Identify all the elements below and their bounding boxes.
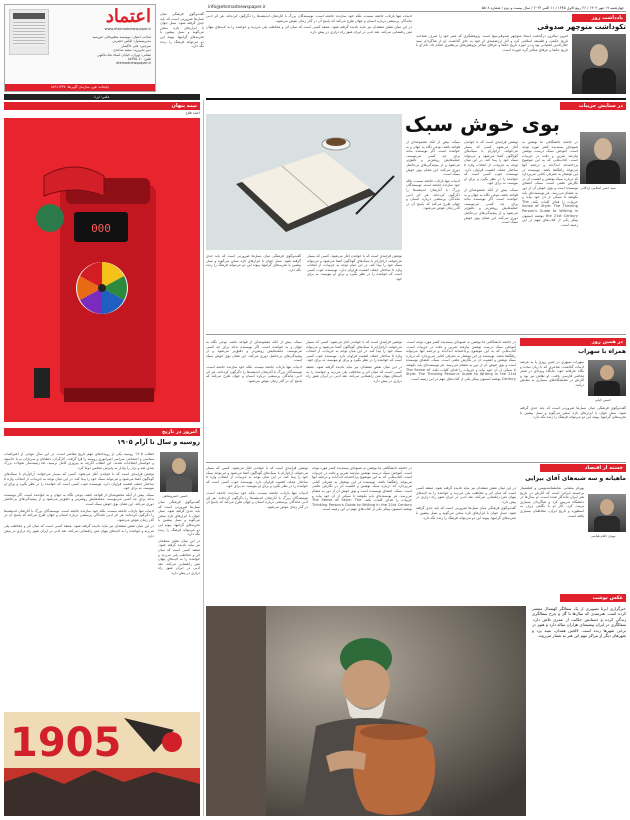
column-rule (203, 100, 204, 816)
center-rule-2 (206, 462, 626, 463)
text-paragraph: ادبیات تنها بازتاب جامعه نیست، بلکه خود سازنده جامعه است. نویسندگان بزرگ با آثارشان اندیشه‌ها را دگرگون کرده‌اند. هر اثر ادبی ماندگار، پرسشی درباره انسان و جهان طرح می‌کند که پاسخ آن در گذر زمان عوض می‌شود. (206, 490, 308, 509)
text-paragraph: نوشتن فرایندی است که با خواندن آغاز می‌شود. کسی که بسیار می‌خواند، آرام‌آرام با سبک‌های گوناگون آشنا می‌شود و می‌تواند سبک خود را پیدا کند. در این میان توجه به جزییات، از انتخاب واژه تا ساختار جمله، اهمیت فراوان دارد. نویسنده خوب کسی است که خواننده را در نظر بگیرد و برای او بنویسد، نه برای خود. (206, 466, 308, 489)
beyzaei-author: مهدی خلجی‌قیاسی (590, 534, 616, 538)
top-story-portrait (572, 34, 626, 94)
history-body (4, 452, 154, 708)
text-paragraph: ادبیات تنها بازتاب جامعه نیست، بلکه خود سازنده جامعه است. نویسندگان بزرگ با آثارشان اندیشه‌ها را دگرگون کرده‌اند. هر اثر ادبی ماندگار، پرسشی درباره انسان و جهان طرح می‌کند که پاسخ آن در گذر زمان عوض می‌شود. (406, 178, 460, 211)
header-email[interactable]: info@etemadnewspaper.ir (208, 5, 266, 10)
text-paragraph: گفت‌وگوی فرهنگی میان نسل‌ها ضرورتی است که باید جدی گرفته شود. نسل جوان با ابزارهای تازه سخن می‌گوید و نسل پیشین با تجربه‌های گرانبها. پیوند این دو می‌تواند فرهنگ را زنده نگه دارد. (416, 506, 516, 520)
hamraah-author-photo (588, 360, 626, 396)
history-author-photo (160, 452, 198, 492)
text-paragraph: ادبیات تنها بازتاب جامعه نیست، بلکه خود سازنده جامعه است. نویسندگان بزرگ با آثارشان اندیشه‌ها را دگرگون کرده‌اند. هر اثر ادبی ماندگار، پرسشی درباره انسان و جهان طرح می‌کند که پاسخ آن در گذر زمان عوض می‌شود. (206, 14, 412, 23)
text-paragraph: خبرگزاری ایرنا تصویری از یک سفالگر کهنسال منتشر کرده است. هنرمندی که سال‌ها با گل و چرخ سفالگری زندگی کرده و دستانش حکایت از عمری تلاش دارد. سفالگری در ایران پیشینه‌ای هزاران ساله دارد و هنوز در برخی شهرها زنده است. لالجین همدان، میبد یزد و شهرهای دیگر از مراکز مهم این هنر به شمار می‌روند. (532, 606, 626, 639)
hamraah-author: حسین کیانی (594, 398, 612, 402)
top-story-kicker: یادداشت روز (572, 14, 626, 22)
center-lower-col3 (206, 340, 302, 460)
text-paragraph: سبک، بیش از آنکه مجموعه‌ای از قواعد باشد، نوعی نگاه به جهان و به خواننده است. اگر نویسنده بداند برای چه کسی می‌نویسد، جمله‌هایش روشن‌تر و دقیق‌تر می‌شود و از پیچیدگی‌های بی‌حاصل دوری می‌کند. این همان بوی خوش سبک است. (4, 492, 154, 506)
main-article-body-col3 (464, 140, 518, 330)
staff-line: صاحب امتیاز: موسسه مطبوعاتی خورشید (92, 35, 151, 39)
text-paragraph: ادبیات تنها بازتاب جامعه نیست، بلکه خود سازنده جامعه است. نویسندگان بزرگ با آثارشان اندیشه‌ها را دگرگون کرده‌اند. هر اثر ادبی ماندگار، پرسشی درباره انسان و جهان طرح می‌کند که پاسخ آن در گذر زمان عوض می‌شود. (206, 364, 302, 383)
top-story-title: تکوداشت منوچهر صدوقی (537, 23, 626, 31)
masthead-logo: اعتماد (105, 6, 151, 27)
history-kicker: امروز در تاریخ (4, 428, 200, 436)
left-section-kicker: نیمه پنهان (4, 102, 200, 110)
top-date-bar (206, 4, 626, 12)
text-paragraph: در این میان نقش منتقدان نیز نباید نادیده گرفته شود. منتقد کسی است که میان اثر و مخاطب پلی می‌زند و خواننده را به لایه‌های پنهان متن راهنمایی می‌کند. نقد ادبی در ایران هنوز راه درازی در پیش دارد. (158, 538, 200, 575)
top-story-body (416, 34, 568, 94)
main-article-body-col4 (406, 140, 460, 330)
beyzaei-author-photo (588, 494, 626, 532)
text-paragraph: در این میان نقش منتقدان نیز نباید نادیده گرفته شود. منتقد کسی است که میان اثر و مخاطب پلی می‌زند و خواننده را به لایه‌های پنهان متن راهنمایی می‌کند. نقد ادبی در ایران هنوز راه درازی در پیش دارد. (416, 486, 516, 504)
history-body-col2 (158, 500, 200, 708)
text-paragraph: سبک، بیش از آنکه مجموعه‌ای از قواعد باشد، نوعی نگاه به جهان و به خواننده است. اگر نویسنده بداند برای چه کسی می‌نویسد، جمله‌هایش روشن‌تر و دقیق‌تر می‌شود و از پیچیدگی‌های بی‌حاصل دوری می‌کند. این همان بوی خوش سبک است. (206, 340, 302, 363)
hamraah-title: همراه با سهراب (578, 348, 626, 355)
masthead-col-text (160, 12, 204, 90)
staff-line: سردبیر: علی خاکسار (121, 43, 151, 48)
text-paragraph: نوشتن فرایندی است که با خواندن آغاز می‌شود. کسی که بسیار می‌خواند، آرام‌آرام با سبک‌های گوناگون آشنا می‌شود و می‌تواند سبک خود را پیدا کند. در این میان توجه به جزییات، از انتخاب واژه تا ساختار جمله، اهمیت فراوان دارد. نویسنده خوب کسی است که خواننده را در نظر بگیرد و برای او بنویسد، نه برای خود. (4, 472, 154, 491)
main-divider-top (206, 98, 626, 100)
masthead-box (4, 4, 156, 92)
masthead-ticker: چاپخانه: هور، سازمان آگهی‌ها: ۸۸۹۱۱۳۳۷ (5, 84, 155, 91)
text-paragraph: گفت‌وگوی فرهنگی میان نسل‌ها ضرورتی است که باید جدی گرفته شود. نسل جوان با ابزارهای تازه سخن می‌گوید و نسل پیشین با تجربه‌های گرانبها. پیوند این دو می‌تواند فرهنگ را زنده نگه دارد. (158, 500, 200, 537)
left-section-author: احمد فلاح (185, 111, 200, 115)
photo-kicker: عکس نوشت (560, 594, 626, 602)
potter-photo (206, 606, 526, 816)
main-article-body-under-photo (206, 254, 402, 330)
hamraah-body-2 (520, 406, 626, 458)
beyzaei-body-1 (520, 486, 584, 590)
text-paragraph: نوشتن فرایندی است که با خواندن آغاز می‌شود. کسی که بسیار می‌خواند، آرام‌آرام با سبک‌های گوناگون آشنا می‌شود و می‌تواند سبک خود را پیدا کند. در این میان توجه به جزییات، از انتخاب واژه تا ساختار جمله، اهمیت فراوان دارد. نویسنده خوب کسی است که خواننده را در نظر بگیرد و برای او بنویسد، نه برای خود. (306, 340, 402, 363)
main-author-name: سید حسن اسلامی اردکانی (580, 186, 616, 190)
main-article-kicker: در ستایش جزییات (560, 102, 626, 110)
beyzaei-title: ماهیانه و سه شبه‌های آقای بیزایی (525, 475, 626, 482)
main-article-photo (206, 114, 402, 250)
beyzaei-body-2 (416, 486, 516, 590)
staff-line: نشانی: تهران، خیابان استاد نجات‌اللهی (97, 52, 151, 57)
masthead-thumbnail (9, 9, 49, 55)
staff-line: تلفن: ۸۸۳۹۵۰۷۰ (127, 57, 151, 62)
main-author-photo (580, 132, 626, 184)
text-paragraph: سهراب سپهری در چنین روزی پا به عرصه ادبیات گذاشت. شاعری که با زبان ساده و نگاه عارفانه خود، جایگاه ویژه‌ای در شعر معاصر فارسی یافت. او نقاش نیز بود و آثارش در نمایشگاه‌های بسیاری به نمایش درآمد. (520, 360, 584, 387)
text-paragraph: امروز سالروز درگذشت استاد منوچهر صدوقی‌سها است. پژوهشگری که عمر خود را صرف شناخت تاریخ حکمت و فلسفه اسلامی کرد و آثار ارزشمندی از خود به جای گذاشت. او از شاگردان سید جلال‌الدین آشتیانی بود و در حوزه تاریخ حکما و عرفای متأخر پژوهش‌های بی‌نظیری انجام داد. نام او با تاریخ حکما و عرفای متأخر گره خورده است. (416, 34, 568, 52)
center-mid-col-b (206, 466, 308, 590)
text-paragraph: انقلاب ۱۹۰۵ روسیه یکی از رویدادهای مهم تاریخ معاصر است. در این سال موجی از اعتراضات سیاسی و اجتماعی سراسر امپراتوری روسیه را فرا گرفت. کارگران، دهقانان و سربازان به پا خاستند و خواستار اصلاحات شدند. این انقلاب اگرچه به پیروزی کامل نرسید، اما زمینه‌ساز تحولات بزرگ بعدی شد و تزار را وادار به پذیرش مجلس دوما کرد. (4, 452, 154, 470)
text-paragraph: در این میان نقش منتقدان نیز نباید نادیده گرفته شود. منتقد کسی است که میان اثر و مخاطب پلی می‌زند و خواننده را به لایه‌های پنهان متن راهنمایی می‌کند. نقد ادبی در ایران هنوز راه درازی در پیش دارد. (306, 364, 402, 383)
top-story-body-col2 (206, 14, 412, 94)
main-article-title: بوی خوش سبک (404, 112, 560, 136)
text-paragraph: در جامعه دانشگاهی ما نوشتن به شیوه‌ای پسندیده کمتر مورد توجه است. آموختن سبک درست نوشتن نیازمند تمرین و دقت در جزییات است. کتاب‌هایی که به این موضوع پرداخته‌اند اندک‌اند و ترجمه آنها می‌تواند راهگشا باشد. نویسنده در این نوشتار به معرفی کتابی می‌پردازد که درباره سبک نوشتن و اهمیت آن در نگارش علمی است. سبک، امضای نویسنده است و بوی خوش آن از دور به مشام می‌رسد. هر نویسنده‌ای باید بکوشد تا سبکی از آن خود بیابد و جزییات را فدای کلیات نکند. The Sense of Style: The Thinking Person's Guide to Writing in the 21st Century نوشته استیون پینکر یکی از کتاب‌های مهم در این زمینه است. (312, 466, 412, 512)
text-paragraph: در جامعه دانشگاهی ما نوشتن به شیوه‌ای پسندیده کمتر مورد توجه است. آموختن سبک درست نوشتن نیازمند تمرین و دقت در جزییات است. کتاب‌هایی که به این موضوع پرداخته‌اند اندک‌اند و ترجمه آنها می‌تواند راهگشا باشد. نویسنده در این نوشتار به معرفی کتابی می‌پردازد که درباره سبک نوشتن و اهمیت آن در نگارش علمی است. سبک، امضای نویسنده است و بوی خوش آن از دور به مشام می‌رسد. هر نویسنده‌ای باید بکوشد تا سبکی از آن خود بیابد و جزییات را فدای کلیات نکند. The Sense of Style: The Thinking Person's Guide to Writing in the 21st Century نوشته استیون پینکر یکی از کتاب‌های مهم در این زمینه است. (522, 140, 578, 227)
history-author: حسین خسروشاهی (162, 494, 188, 498)
svg-text:000: 000 (91, 222, 111, 235)
text-paragraph: بهرام بیضایی نمایشنامه‌نویس و فیلمساز برجسته ایرانی است که آثارش در تاریخ هنر ایران ماندگار شده است. او سال‌ها در دانشگاه تدریس کرد و شاگردان بسیاری تربیت کرد. آثار او با نگاهی ژرف به اسطوره و تاریخ ایران، مخاطبان بسیاری یافته است. (520, 486, 584, 518)
text-paragraph: در این میان نقش منتقدان نیز نباید نادیده گرفته شود. منتقد کسی است که میان اثر و مخاطب پلی می‌زند و خواننده را به لایه‌های پنهان متن راهنمایی می‌کند. نقد ادبی در ایران هنوز راه درازی در پیش دارد. (4, 524, 154, 538)
text-paragraph: گفت‌وگوی فرهنگی میان نسل‌ها ضرورتی است که باید جدی گرفته شود. نسل جوان با ابزارهای تازه سخن می‌گوید و نسل پیشین با تجربه‌های گرانبها. پیوند این دو می‌تواند فرهنگ را زنده نگه دارد. (160, 12, 204, 49)
center-lower-col1 (406, 340, 516, 460)
text-paragraph: در این میان نقش منتقدان نیز نباید نادیده گرفته شود. منتقد کسی است که میان اثر و مخاطب پلی می‌زند و خواننده را به لایه‌های پنهان متن راهنمایی می‌کند. نقد ادبی در ایران هنوز راه درازی در پیش دارد. (206, 25, 412, 34)
staff-line: etemadnewspaper.ir (116, 61, 151, 66)
masthead-bottom-strip: عکس: ایرنا (4, 94, 200, 100)
center-mid-col-a (312, 466, 412, 590)
beyzaei-kicker: خسته از اقتصاد (540, 464, 626, 472)
text-paragraph: نوشتن فرایندی است که با خواندن آغاز می‌شود. کسی که بسیار می‌خواند، آرام‌آرام با سبک‌های گوناگون آشنا می‌شود و می‌تواند سبک خود را پیدا کند. در این میان توجه به جزییات، از انتخاب واژه تا ساختار جمله، اهمیت فراوان دارد. نویسنده خوب کسی است که خواننده را در نظر بگیرد و برای او بنویسد، نه برای خود. (464, 140, 518, 186)
svg-text:1905: 1905 (10, 720, 122, 766)
text-paragraph: در جامعه دانشگاهی ما نوشتن به شیوه‌ای پسندیده کمتر مورد توجه است. آموختن سبک درست نوشتن نیازمند تمرین و دقت در جزییات است. کتاب‌هایی که به این موضوع پرداخته‌اند اندک‌اند و ترجمه آنها می‌تواند راهگشا باشد. نویسنده در این نوشتار به معرفی کتابی می‌پردازد که درباره سبک نوشتن و اهمیت آن در نگارش علمی است. سبک، امضای نویسنده است و بوی خوش آن از دور به مشام می‌رسد. هر نویسنده‌ای باید بکوشد تا سبکی از آن خود بیابد و جزییات را فدای کلیات نکند. The Sense of Style: The Thinking Person's Guide to Writing in the 21st Century نوشته استیون پینکر یکی از کتاب‌های مهم در این زمینه است. (406, 340, 516, 381)
photo-caption (532, 606, 626, 816)
masthead-staff (51, 35, 151, 66)
text-paragraph: سبک، بیش از آنکه مجموعه‌ای از قواعد باشد، نوعی نگاه به جهان و به خواننده است. اگر نویسنده بداند برای چه کسی می‌نویسد، جمله‌هایش روشن‌تر و دقیق‌تر می‌شود و از پیچیدگی‌های بی‌حاصل دوری می‌کند. این همان بوی خوش سبک است. (406, 140, 460, 177)
text-paragraph: نوشتن فرایندی است که با خواندن آغاز می‌شود. کسی که بسیار می‌خواند، آرام‌آرام با سبک‌های گوناگون آشنا می‌شود و می‌تواند سبک خود را پیدا کند. در این میان توجه به جزییات، از انتخاب واژه تا ساختار جمله، اهمیت فراوان دارد. نویسنده خوب کسی است که خواننده را در نظر بگیرد و برای او بنویسد، نه برای خود. (307, 254, 402, 281)
header-date: چهارشنبه ۱۹ مهر ۱۴۰۲ / ۲۶ ربیع الاول ۱۴۴۵ / ۱۱ اکتبر ۲۰۲۳ / سال بیست و دوم / شماره ۵۵۰۸ (481, 6, 624, 10)
history-title: روسیه و سال نا آرام ۱۹۰۵ (117, 438, 200, 446)
text-paragraph: ادبیات تنها بازتاب جامعه نیست، بلکه خود سازنده جامعه است. نویسندگان بزرگ با آثارشان اندیشه‌ها را دگرگون کرده‌اند. هر اثر ادبی ماندگار، پرسشی درباره انسان و جهان طرح می‌کند که پاسخ آن در گذر زمان عوض می‌شود. (4, 508, 154, 522)
main-article-body-right (522, 140, 578, 330)
text-paragraph: گفت‌وگوی فرهنگی میان نسل‌ها ضرورتی است که باید جدی گرفته شود. نسل جوان با ابزارهای تازه سخن می‌گوید و نسل پیشین با تجربه‌های گرانبها. پیوند این دو می‌تواند فرهنگ را زنده نگه دارد. (520, 406, 626, 420)
center-lower-col2 (306, 340, 402, 460)
text-paragraph: سبک، بیش از آنکه مجموعه‌ای از قواعد باشد، نوعی نگاه به جهان و به خواننده است. اگر نویسنده بداند برای چه کسی می‌نویسد، جمله‌هایش روشن‌تر و دقیق‌تر می‌شود و از پیچیدگی‌های بی‌حاصل دوری می‌کند. این همان بوی خوش سبک است. (464, 187, 518, 225)
staff-line: دبیر تحریریه: سعید ساعدی (113, 48, 151, 53)
center-rule-1 (206, 334, 626, 335)
staff-line: مدیرمسئول: الیاس حضرتی (112, 39, 151, 44)
poster-1905 (4, 712, 200, 816)
illustration-punch-machine (4, 118, 200, 422)
masthead-url[interactable]: www.etemadnewspaper.ir (104, 27, 151, 31)
text-paragraph: گفت‌وگوی فرهنگی میان نسل‌ها ضرورتی است که باید جدی گرفته شود. نسل جوان با ابزارهای تازه سخن می‌گوید و نسل پیشین با تجربه‌های گرانبها. پیوند این دو می‌تواند فرهنگ را زنده نگه دارد. (206, 254, 301, 272)
hamraah-kicker: در همین روز (520, 338, 626, 346)
